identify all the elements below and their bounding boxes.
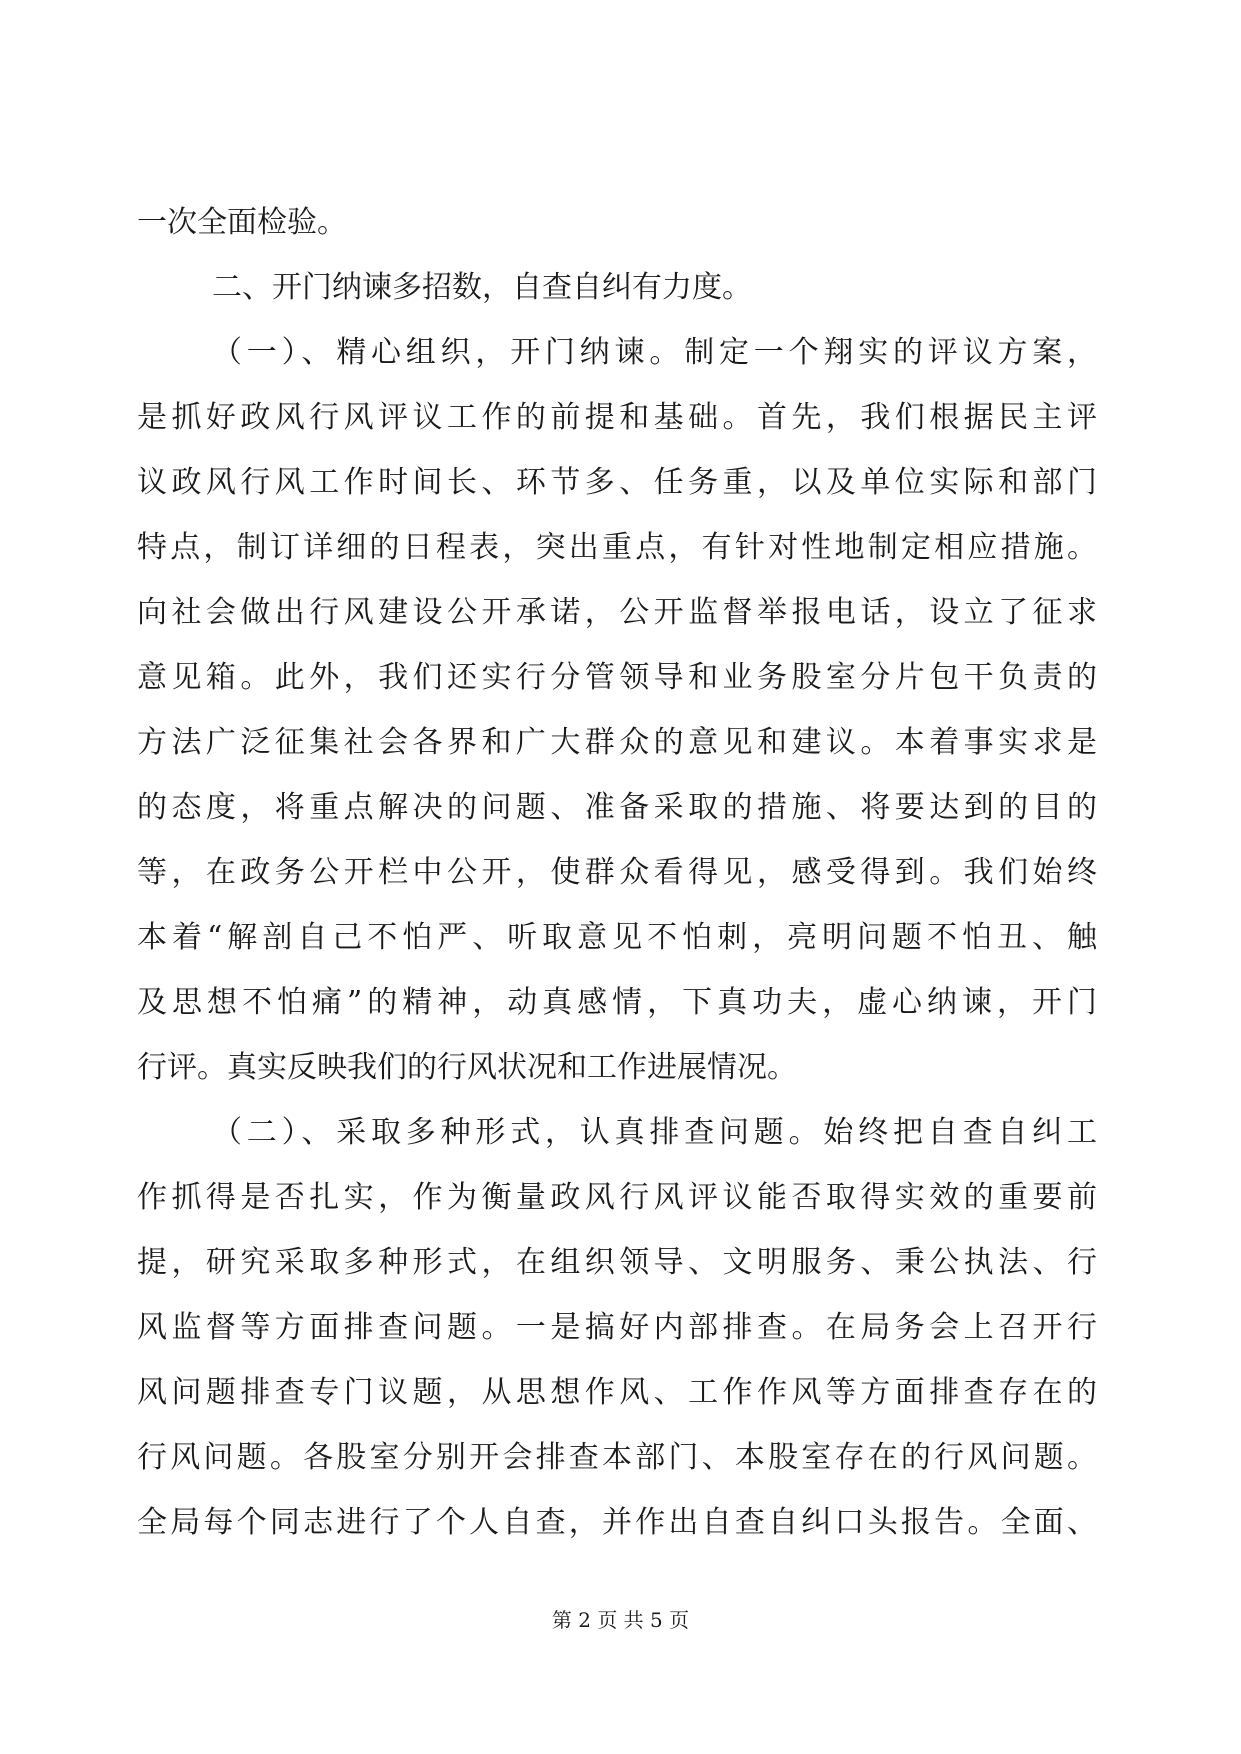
text-line: 是抓好政风行风评议工作的前提和基础。首先，我们根据民主评 bbox=[137, 400, 1097, 435]
text-line: 的态度，将重点解决的问题、准备采取的措施、将要达到的目的 bbox=[137, 790, 1097, 825]
text-line: 特点，制订详细的日程表，突出重点，有针对性地制定相应措施。 bbox=[137, 530, 1097, 565]
text-line: （二）、采取多种形式，认真排查问题。始终把自查自纠工 bbox=[212, 1115, 1097, 1150]
text-line: 及思想不怕痛”的精神，动真感情，下真功夫，虚心纳谏，开门 bbox=[137, 985, 1097, 1020]
text-line: 一次全面检验。 bbox=[137, 205, 347, 240]
text-line: 行评。真实反映我们的行风状况和工作进展情况。 bbox=[137, 1050, 797, 1085]
text-line: 风问题排查专门议题，从思想作风、工作作风等方面排查存在的 bbox=[137, 1375, 1097, 1410]
text-line: 本着“解剖自己不怕严、听取意见不怕刺，亮明问题不怕丑、触 bbox=[137, 920, 1097, 955]
text-line: 全局每个同志进行了个人自查，并作出自查自纠口头报告。全面、 bbox=[137, 1505, 1097, 1540]
text-line: 风监督等方面排查问题。一是搞好内部排查。在局务会上召开行 bbox=[137, 1310, 1097, 1345]
text-line: 行风问题。各股室分别开会排查本部门、本股室存在的行风问题。 bbox=[137, 1440, 1097, 1475]
text-line: （一）、精心组织，开门纳谏。制定一个翔实的评议方案， bbox=[212, 335, 1097, 370]
text-line: 意见箱。此外，我们还实行分管领导和业务股室分片包干负责的 bbox=[137, 660, 1097, 695]
text-line: 议政风行风工作时间长、环节多、任务重，以及单位实际和部门 bbox=[137, 465, 1097, 500]
text-line: 提，研究采取多种形式，在组织领导、文明服务、秉公执法、行 bbox=[137, 1245, 1097, 1280]
section-heading: 二、开门纳谏多招数，自查自纠有力度。 bbox=[212, 270, 752, 305]
text-line: 作抓得是否扎实，作为衡量政风行风评议能否取得实效的重要前 bbox=[137, 1180, 1097, 1215]
text-line: 方法广泛征集社会各界和广大群众的意见和建议。本着事实求是 bbox=[137, 725, 1097, 760]
text-line: 等，在政务公开栏中公开，使群众看得见，感受得到。我们始终 bbox=[137, 855, 1097, 890]
text-line: 向社会做出行风建设公开承诺，公开监督举报电话，设立了征求 bbox=[137, 595, 1097, 630]
page-number-footer: 第 2 页 共 5 页 bbox=[551, 1608, 690, 1632]
